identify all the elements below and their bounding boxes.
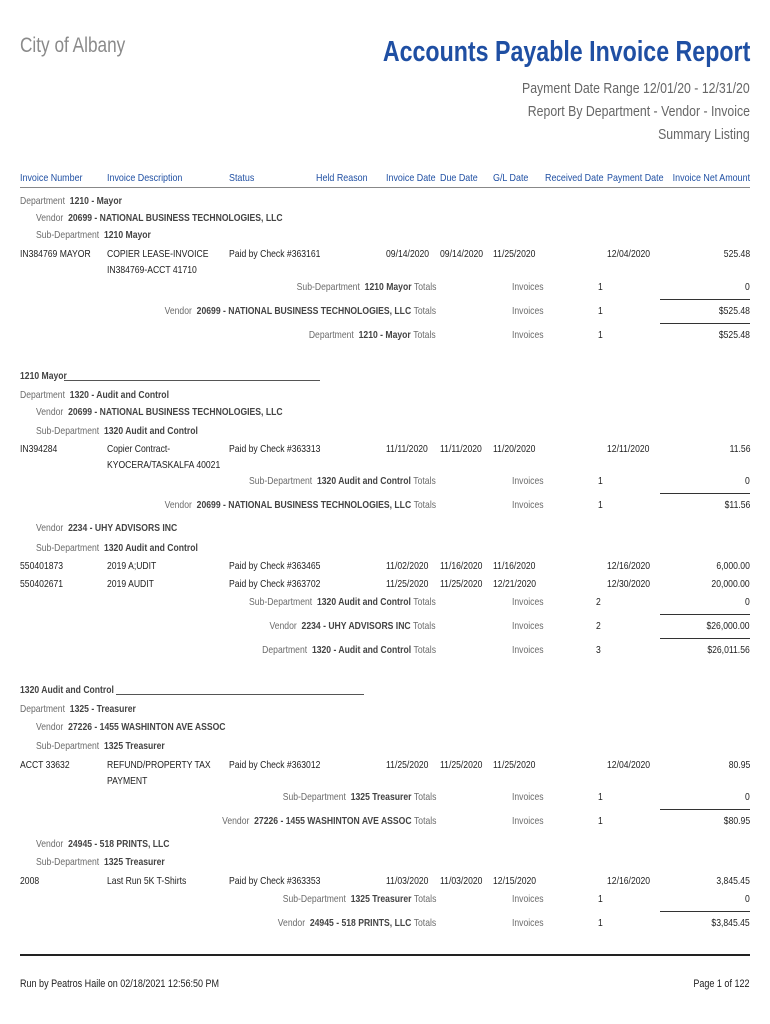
- invoice-description-2: PAYMENT: [107, 775, 148, 787]
- invoice-count: 1: [598, 475, 603, 487]
- net-amount: 20,000.00: [711, 578, 750, 590]
- invoice-count: 1: [598, 305, 603, 317]
- payment-date: 12/30/2020: [607, 578, 651, 590]
- col-held-reason: Held Reason: [316, 172, 368, 184]
- invoice-date: 11/11/2020: [386, 443, 428, 455]
- col-payment-date: Payment Date: [607, 172, 664, 184]
- invoice-description-2: IN384769-ACCT 41710: [107, 264, 197, 276]
- invoice-count: 1: [598, 499, 603, 511]
- total-rule: [660, 809, 750, 810]
- invoice-count: 1: [598, 329, 603, 341]
- invoice-description: 2019 A;UDIT: [107, 560, 157, 572]
- invoice-count: 1: [598, 815, 603, 827]
- gl-date: 11/16/2020: [493, 560, 536, 572]
- sub-department-total-label: Sub-Department 1320 Audit and Control Totals: [249, 475, 436, 487]
- total-amount: $3,845.45: [711, 917, 750, 929]
- run-by-text: Run by Peatros Haile on 02/18/2021 12:56:50 PM: [20, 978, 220, 990]
- vendor-line: Vendor 27226 - 1455 WASHINTON AVE ASSOC: [36, 721, 226, 733]
- invoices-label: Invoices: [512, 815, 544, 827]
- sub-department-line: Sub-Department 1210 Mayor: [36, 229, 151, 241]
- invoice-description: Copier Contract-: [107, 443, 171, 455]
- vendor-total-label: Vendor 2234 - UHY ADVISORS INC Totals: [269, 620, 436, 632]
- invoice-description: 2019 AUDIT: [107, 578, 154, 590]
- total-rule: [660, 323, 750, 324]
- invoices-label: Invoices: [512, 620, 544, 632]
- invoice-number: 2008: [20, 875, 40, 887]
- vendor-total-label: Vendor 20699 - NATIONAL BUSINESS TECHNOLOGIES, LLC Totals: [164, 499, 436, 511]
- total-amount: $80.95: [723, 815, 750, 827]
- section-footer-rule: [64, 380, 320, 381]
- invoice-description: Last Run 5K T-Shirts: [107, 875, 187, 887]
- invoice-status: Paid by Check #363465: [229, 560, 321, 572]
- section-footer-rule: [116, 694, 364, 695]
- invoice-number: 550402671: [20, 578, 64, 590]
- report-subtitle-date-range: Payment Date Range 12/01/20 - 12/31/20: [522, 80, 750, 97]
- footer-divider: [20, 954, 750, 956]
- invoices-label: Invoices: [512, 281, 544, 293]
- gl-date: 11/25/2020: [493, 759, 536, 771]
- total-amount: $26,011.56: [707, 644, 750, 656]
- invoice-count: 2: [596, 620, 601, 632]
- vendor-line: Vendor 2234 - UHY ADVISORS INC: [36, 522, 178, 534]
- invoice-date: 11/25/2020: [386, 578, 429, 590]
- sub-department-total-label: Sub-Department 1320 Audit and Control Totals: [249, 596, 436, 608]
- page-number: Page 1 of 122: [693, 978, 750, 990]
- due-date: 11/25/2020: [440, 759, 483, 771]
- payment-date: 12/04/2020: [607, 248, 651, 260]
- total-amount: 0: [745, 893, 750, 905]
- invoice-date: 11/25/2020: [386, 759, 429, 771]
- invoice-description: COPIER LEASE-INVOICE: [107, 248, 209, 260]
- invoice-count: 2: [596, 596, 601, 608]
- due-date: 11/16/2020: [440, 560, 483, 572]
- col-due-date: Due Date: [440, 172, 478, 184]
- invoice-count: 1: [598, 791, 603, 803]
- net-amount: 80.95: [728, 759, 750, 771]
- department-line: Department 1325 - Treasurer: [20, 703, 136, 715]
- invoice-date: 09/14/2020: [386, 248, 430, 260]
- department-line: Department 1320 - Audit and Control: [20, 389, 169, 401]
- invoices-label: Invoices: [512, 329, 544, 341]
- invoice-description-2: KYOCERA/TASKALFA 40021: [107, 459, 221, 471]
- invoice-number: ACCT 33632: [20, 759, 70, 771]
- vendor-line: Vendor 20699 - NATIONAL BUSINESS TECHNOLOGIES, LLC: [36, 212, 283, 224]
- invoices-label: Invoices: [512, 893, 544, 905]
- col-invoice-date: Invoice Date: [386, 172, 436, 184]
- invoice-count: 1: [598, 917, 603, 929]
- invoice-status: Paid by Check #363161: [229, 248, 321, 260]
- invoice-status: Paid by Check #363012: [229, 759, 321, 771]
- invoice-number: IN394284: [20, 443, 58, 455]
- invoice-count: 1: [598, 893, 603, 905]
- invoice-date: 11/03/2020: [386, 875, 429, 887]
- net-amount: 11.56: [729, 443, 750, 455]
- col-invoice-description: Invoice Description: [107, 172, 183, 184]
- section-footer-label: 1320 Audit and Control: [20, 684, 114, 696]
- total-amount: 0: [745, 596, 750, 608]
- total-rule: [660, 638, 750, 639]
- department-total-label: Department 1320 - Audit and Control Totals: [262, 644, 436, 656]
- invoice-status: Paid by Check #363353: [229, 875, 321, 887]
- invoices-label: Invoices: [512, 475, 544, 487]
- vendor-total-label: Vendor 27226 - 1455 WASHINTON AVE ASSOC Totals: [221, 815, 436, 827]
- total-amount: 0: [745, 791, 750, 803]
- vendor-total-label: Vendor 24945 - 518 PRINTS, LLC Totals: [277, 917, 436, 929]
- col-invoice-number: Invoice Number: [20, 172, 83, 184]
- total-amount: 0: [745, 281, 750, 293]
- invoices-label: Invoices: [512, 305, 544, 317]
- due-date: 11/25/2020: [440, 578, 483, 590]
- net-amount: 6,000.00: [716, 560, 750, 572]
- gl-date: 11/20/2020: [493, 443, 536, 455]
- invoice-date: 11/02/2020: [386, 560, 429, 572]
- invoice-count: 1: [598, 281, 603, 293]
- sub-department-line: Sub-Department 1325 Treasurer: [36, 856, 165, 868]
- total-amount: $525.48: [718, 329, 750, 341]
- invoice-status: Paid by Check #363702: [229, 578, 321, 590]
- col-received-date: Received Date: [545, 172, 604, 184]
- payment-date: 12/04/2020: [607, 759, 651, 771]
- col-gl-date: G/L Date: [493, 172, 529, 184]
- invoices-label: Invoices: [512, 917, 544, 929]
- department-line: Department 1210 - Mayor: [20, 195, 122, 207]
- col-net-amount: Invoice Net Amount: [672, 172, 750, 184]
- invoices-label: Invoices: [512, 791, 544, 803]
- vendor-line: Vendor 20699 - NATIONAL BUSINESS TECHNOLOGIES, LLC: [36, 406, 283, 418]
- invoice-description: REFUND/PROPERTY TAX: [107, 759, 211, 771]
- gl-date: 12/21/2020: [493, 578, 537, 590]
- total-amount: $26,000.00: [706, 620, 750, 632]
- gl-date: 12/15/2020: [493, 875, 537, 887]
- sub-department-line: Sub-Department 1320 Audit and Control: [36, 542, 198, 554]
- section-footer-label: 1210 Mayor: [20, 370, 67, 382]
- total-amount: 0: [745, 475, 750, 487]
- col-status: Status: [229, 172, 255, 184]
- invoice-number: IN384769 MAYOR: [20, 248, 91, 260]
- net-amount: 525.48: [723, 248, 750, 260]
- vendor-total-label: Vendor 20699 - NATIONAL BUSINESS TECHNOLOGIES, LLC Totals: [164, 305, 436, 317]
- invoices-label: Invoices: [512, 644, 544, 656]
- net-amount: 3,845.45: [716, 875, 750, 887]
- total-rule: [660, 614, 750, 615]
- total-amount: $11.56: [724, 499, 750, 511]
- invoice-count: 3: [596, 644, 601, 656]
- invoice-status: Paid by Check #363313: [229, 443, 321, 455]
- total-rule: [660, 299, 750, 300]
- payment-date: 12/11/2020: [607, 443, 650, 455]
- invoices-label: Invoices: [512, 596, 544, 608]
- report-title: Accounts Payable Invoice Report: [382, 36, 750, 68]
- sub-department-total-label: Sub-Department 1210 Mayor Totals: [296, 281, 436, 293]
- city-name: City of Albany: [20, 34, 126, 57]
- vendor-line: Vendor 24945 - 518 PRINTS, LLC: [36, 838, 170, 850]
- due-date: 09/14/2020: [440, 248, 484, 260]
- sub-department-total-label: Sub-Department 1325 Treasurer Totals: [282, 893, 436, 905]
- invoices-label: Invoices: [512, 499, 544, 511]
- payment-date: 12/16/2020: [607, 560, 651, 572]
- department-total-label: Department 1210 - Mayor Totals: [309, 329, 436, 341]
- invoice-number: 550401873: [20, 560, 64, 572]
- sub-department-line: Sub-Department 1325 Treasurer: [36, 740, 165, 752]
- total-rule: [660, 911, 750, 912]
- sub-department-line: Sub-Department 1320 Audit and Control: [36, 425, 198, 437]
- total-amount: $525.48: [718, 305, 750, 317]
- due-date: 11/11/2020: [440, 443, 482, 455]
- total-rule: [660, 493, 750, 494]
- report-subtitle-listing: Summary Listing: [658, 126, 750, 143]
- report-subtitle-grouping: Report By Department - Vendor - Invoice: [527, 103, 750, 120]
- due-date: 11/03/2020: [440, 875, 483, 887]
- payment-date: 12/16/2020: [607, 875, 651, 887]
- header-divider: [20, 187, 750, 188]
- sub-department-total-label: Sub-Department 1325 Treasurer Totals: [282, 791, 436, 803]
- gl-date: 11/25/2020: [493, 248, 536, 260]
